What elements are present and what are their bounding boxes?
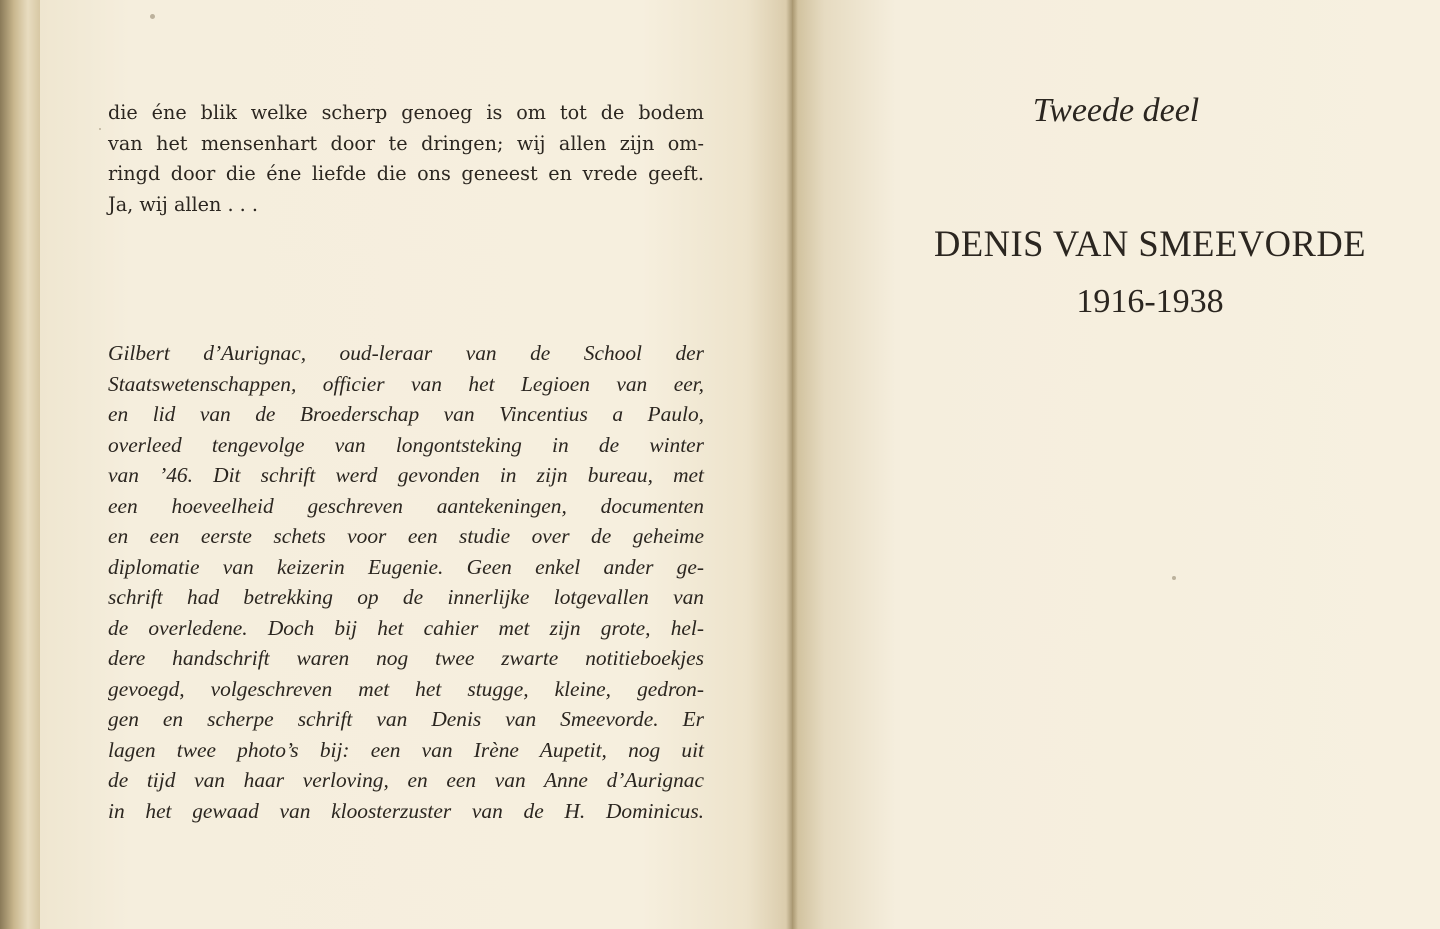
italic-paragraph-line: schrift had betrekking op de innerlijke lotgevallen van xyxy=(108,585,704,609)
upper-paragraph xyxy=(108,98,704,220)
paper-speck xyxy=(99,128,101,130)
part-years: 1916-1938 xyxy=(1076,283,1224,320)
paper-speck xyxy=(1172,576,1176,580)
italic-paragraph-line: Staatswetenschappen, officier van het Legioen van eer, xyxy=(108,371,704,396)
italic-paragraph-line: een hoeveelheid geschreven aantekeningen, documenten xyxy=(108,493,704,518)
italic-paragraph-line: lagen twee photo’s bij: een van Irène Aupetit, nog uit xyxy=(108,737,704,762)
italic-paragraph-line: diplomatie van keizerin Eugenie. Geen enkel ander ge- xyxy=(108,554,704,579)
part-label-text: Tweede deel xyxy=(1032,92,1200,129)
book-gutter xyxy=(786,0,798,929)
italic-paragraph-line: de tijd van haar verloving, en een van Anne d’Aurignac xyxy=(108,768,704,792)
right-page xyxy=(792,0,1440,929)
paper-speck xyxy=(150,14,155,19)
part-label xyxy=(830,92,1390,130)
italic-paragraph-line: gevoegd, volgeschreven met het stugge, kleine, gedron- xyxy=(108,676,704,701)
italic-paragraph-line: overleed tengevolge van longontsteking in de winter xyxy=(108,432,704,457)
upper-paragraph-line: van het mensenhart door te dringen; wij allen zijn om- xyxy=(108,131,704,155)
italic-epilogue-paragraph xyxy=(108,338,704,826)
italic-paragraph-line: dere handschrift waren nog twee zwarte notitieboekjes xyxy=(108,646,704,670)
page-edge-stack xyxy=(0,0,40,929)
italic-paragraph-line: gen en scherpe schrift van Denis van Smeevorde. Er xyxy=(108,707,704,731)
italic-paragraph-line: en een eerste schets voor een studie over de geheime xyxy=(108,524,704,548)
italic-paragraph-line: de overledene. Doch bij het cahier met zijn grote, hel- xyxy=(108,615,704,640)
italic-paragraph-line: Gilbert d’Aurignac, oud-leraar van de School der xyxy=(108,341,704,365)
upper-paragraph-line: ringd door die éne liefde die ons geneest en vrede geeft. xyxy=(108,162,704,186)
italic-paragraph-line: en lid van de Broederschap van Vincentius a Paulo, xyxy=(108,402,704,426)
italic-paragraph-line: in het gewaad van kloosterzuster van de H. Dominicus. xyxy=(108,798,704,823)
upper-paragraph-line: die éne blik welke scherp genoeg is om tot de bodem xyxy=(108,101,704,124)
italic-paragraph-line: van ’46. Dit schrift werd gevonden in zijn bureau, met xyxy=(108,463,704,487)
part-title: DENIS VAN SMEEVORDE xyxy=(934,223,1366,264)
upper-paragraph-line: Ja, wij allen . . . xyxy=(108,192,258,216)
